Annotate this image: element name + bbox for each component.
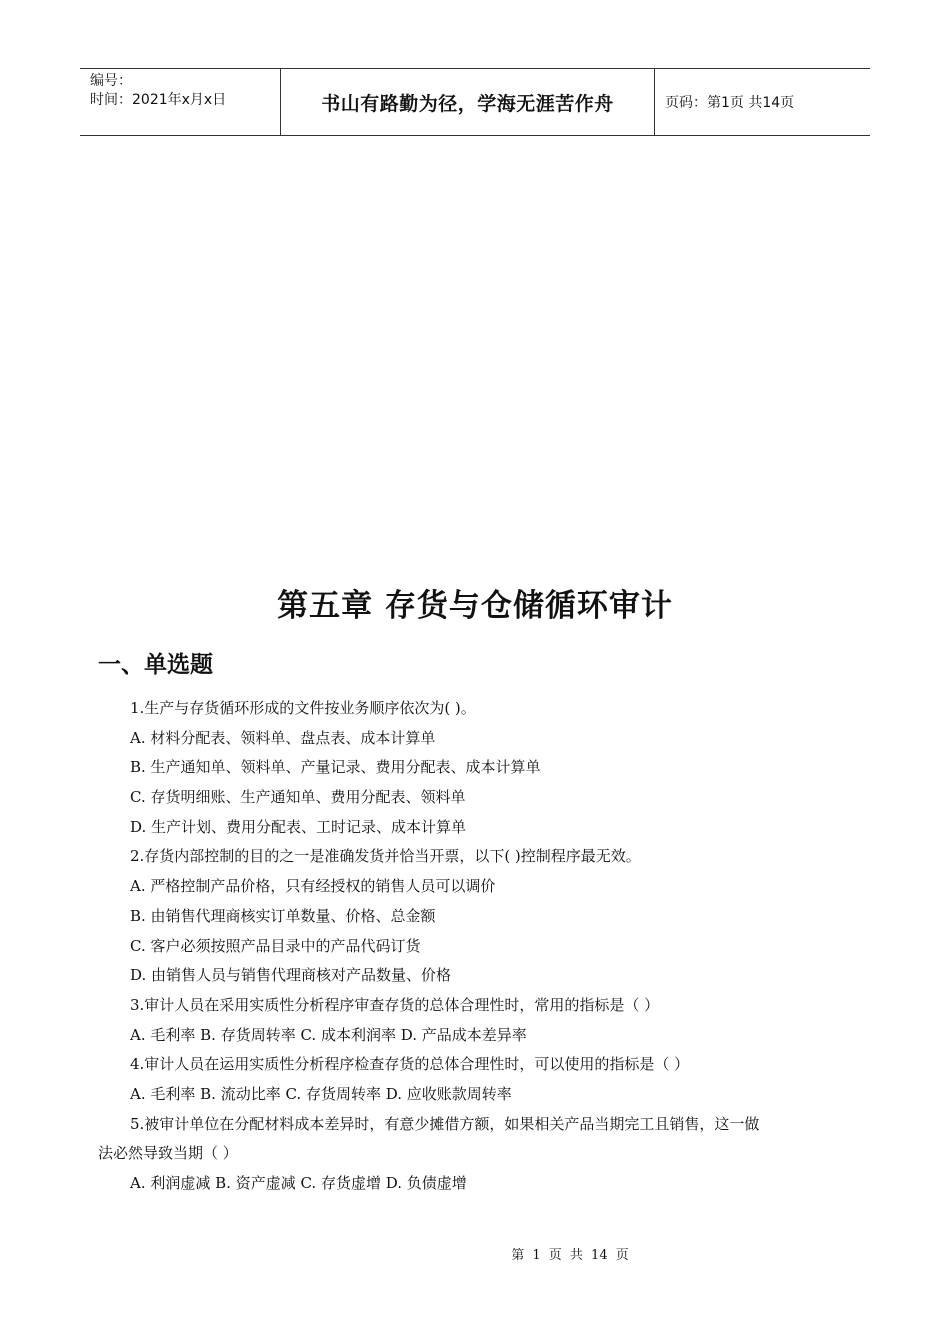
question-list	[98, 694, 858, 1199]
header-meta	[80, 69, 281, 135]
question-1-option-c: C. 存货明细账、生产通知单、费用分配表、领料单	[130, 788, 466, 807]
question-2-option-c: C. 客户必须按照产品目录中的产品代码订货	[130, 936, 421, 955]
question-5-options: A. 利润虚减 B. 资产虚减 C. 存货虚增 D. 负债虚增	[130, 1174, 467, 1192]
question-4: 4.审计人员在运用实质性分析程序检查存货的总体合理性时，可以使用的指标是（ ）	[130, 1055, 690, 1074]
document-time: 时间：2021年x月x日	[90, 92, 227, 108]
question-1-option-d: D. 生产计划、费用分配表、工时记录、成本计算单	[130, 817, 467, 836]
question-3: 3.审计人员在采用实质性分析程序审查存货的总体合理性时，常用的指标是（ ）	[130, 995, 660, 1014]
page-footer: 第 1 页 共 14 页	[511, 1248, 629, 1263]
page-header	[80, 68, 870, 136]
question-5-continued: 法必然导致当期（ ）	[98, 1144, 238, 1163]
header-page-info: 页码：第1页 共14页	[665, 95, 795, 111]
chapter-title: 第五章 存货与仓储循环审计	[277, 588, 673, 624]
section-title: 一、单选题	[98, 652, 213, 678]
header-motto: 书山有路勤为径，学海无涯苦作舟	[281, 69, 655, 135]
question-1: 1.生产与存货循环形成的文件按业务顺序依次为( )。	[130, 699, 476, 717]
question-1-option-b: B. 生产通知单、领料单、产量记录、费用分配表、成本计算单	[130, 758, 541, 777]
question-1-option-a: A. 材料分配表、领料单、盘点表、成本计算单	[130, 728, 436, 747]
question-2-option-d: D. 由销售人员与销售代理商核对产品数量、价格	[130, 966, 452, 985]
question-2: 2.存货内部控制的目的之一是准确发货并恰当开票，以下( )控制程序最无效。	[130, 847, 641, 866]
question-3-options: A. 毛利率 B. 存货周转率 C. 成本利润率 D. 产品成本差异率	[130, 1025, 527, 1044]
document-number-label: 编号：	[90, 73, 132, 89]
question-2-option-a: A. 严格控制产品价格，只有经授权的销售人员可以调价	[130, 877, 496, 896]
question-2-option-b: B. 由销售代理商核实订单数量、价格、总金额	[130, 906, 436, 925]
question-5: 5.被审计单位在分配材料成本差异时，有意少摊借方额，如果相关产品当期完工且销售，这一做	[130, 1114, 760, 1133]
question-4-options: A. 毛利率 B. 流动比率 C. 存货周转率 D. 应收账款周转率	[130, 1084, 512, 1103]
